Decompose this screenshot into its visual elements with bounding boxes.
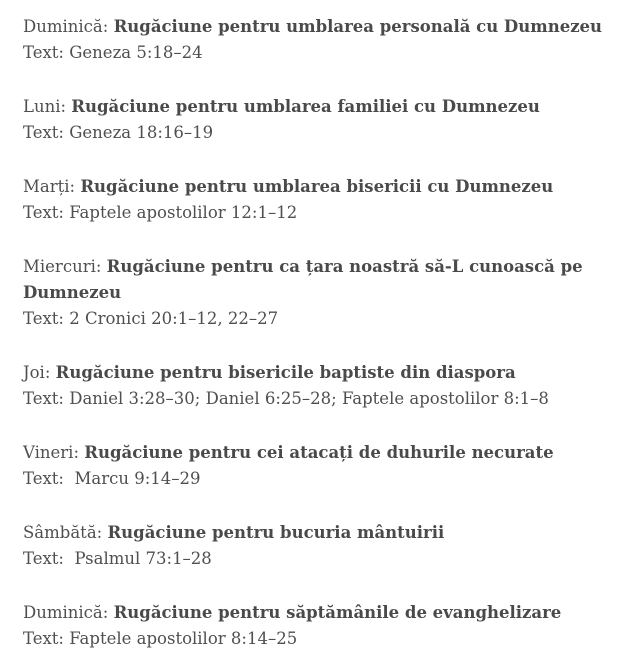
entry-heading (23, 600, 631, 626)
prayer-title: Rugăciune pentru bisericile baptiste din diaspora (55, 363, 516, 382)
day-label: Luni: (23, 97, 67, 116)
scripture-reference: Text: Geneza 18:16–19 (23, 123, 214, 142)
prayer-title: Rugăciune pentru umblarea bisericii cu Dumnezeu (80, 177, 554, 196)
entry-wednesday (23, 254, 631, 332)
entry-heading (23, 360, 631, 386)
prayer-schedule (23, 14, 631, 652)
scripture-reference: Text: Geneza 5:18–24 (23, 43, 203, 62)
scripture-reference: Text: Daniel 3:28–30; Daniel 6:25–28; Faptele apostolilor 8:1–8 (23, 389, 549, 408)
scripture-reference: Text: Faptele apostolilor 8:14–25 (23, 629, 298, 648)
prayer-title: Rugăciune pentru ca țara noastră să-L cunoască pe Dumnezeu (23, 257, 583, 302)
entry-heading (23, 520, 631, 546)
entry-sunday-second (23, 600, 631, 652)
entry-heading (23, 174, 631, 200)
day-label: Miercuri: (23, 257, 102, 276)
entry-thursday (23, 360, 631, 412)
prayer-title: Rugăciune pentru cei atacați de duhurile necurate (84, 443, 554, 462)
scripture-reference: Text: Psalmul 73:1–28 (23, 549, 212, 568)
entry-monday (23, 94, 631, 146)
entry-tuesday (23, 174, 631, 226)
day-label: Duminică: (23, 603, 109, 622)
entry-heading (23, 440, 631, 466)
prayer-title: Rugăciune pentru umblarea familiei cu Dumnezeu (71, 97, 540, 116)
day-label: Duminică: (23, 17, 109, 36)
prayer-title: Rugăciune pentru bucuria mântuirii (107, 523, 445, 542)
entry-saturday (23, 520, 631, 572)
day-label: Marți: (23, 177, 76, 196)
scripture-reference: Text: Marcu 9:14–29 (23, 469, 201, 488)
day-label: Sâmbătă: (23, 523, 103, 542)
prayer-title: Rugăciune pentru umblarea personală cu Dumnezeu (113, 17, 603, 36)
entry-heading (23, 254, 631, 306)
prayer-title: Rugăciune pentru săptămânile de evanghelizare (113, 603, 562, 622)
entry-heading (23, 14, 631, 40)
entry-sunday (23, 14, 631, 66)
scripture-reference: Text: 2 Cronici 20:1–12, 22–27 (23, 309, 279, 328)
day-label: Joi: (23, 363, 51, 382)
scripture-reference: Text: Faptele apostolilor 12:1–12 (23, 203, 298, 222)
entry-friday (23, 440, 631, 492)
day-label: Vineri: (23, 443, 80, 462)
entry-heading (23, 94, 631, 120)
